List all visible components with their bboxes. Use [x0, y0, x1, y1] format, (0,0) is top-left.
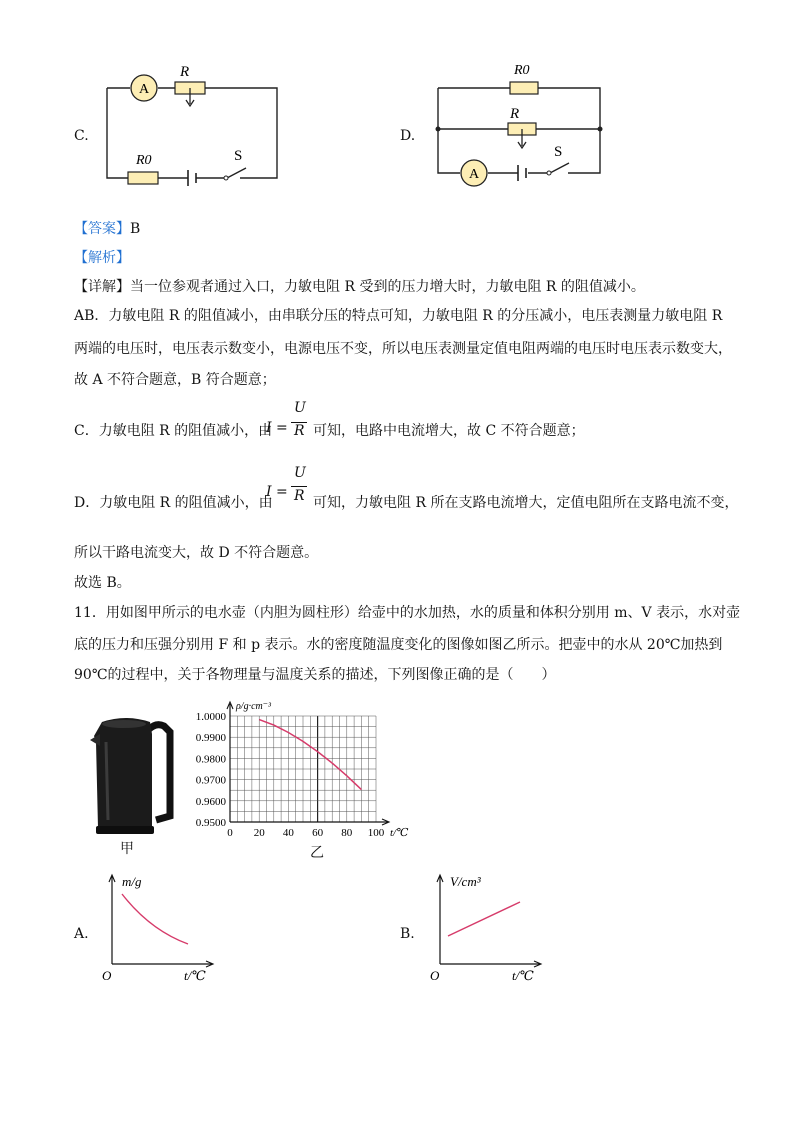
detail-line-1	[74, 278, 645, 296]
option-b-volume-graph	[428, 872, 558, 984]
figure-a-caption: 甲	[120, 841, 134, 857]
ab-line-2: 两端的电压时，电压表示数变小，电源电压不变，所以电压表测量定值电阻两端的电压时电压表示数变大，	[74, 341, 732, 357]
option-a-mass-graph	[100, 872, 230, 984]
origin-label: O	[430, 968, 440, 983]
electric-kettle-image	[86, 712, 186, 837]
formula-lhs: I =	[266, 484, 288, 500]
x-tick-label: 80	[341, 827, 353, 839]
y-axis-label: m/g	[122, 874, 142, 889]
x-tick-label: 100	[367, 827, 385, 839]
resistor-r0-label: R0	[514, 63, 530, 78]
formula-numerator: U	[294, 465, 306, 481]
ammeter-label: A	[468, 167, 480, 182]
ammeter-label: A	[138, 82, 150, 97]
trend-curve	[448, 902, 520, 936]
ab-line-3: 故 A 不符合题意，B 符合题意；	[74, 372, 276, 388]
switch-label: S	[234, 148, 243, 164]
circuit-d-diagram	[430, 60, 610, 190]
battery-icon	[518, 165, 526, 181]
resistor-r0-label: R0	[136, 153, 152, 168]
resistor-r-label: R	[510, 106, 520, 122]
formula-lhs: I =	[266, 420, 288, 436]
analysis-tag: 【解析】	[74, 250, 130, 266]
answer-value: B	[130, 221, 141, 237]
option-b-label: B.	[400, 926, 415, 942]
circuit-c-diagram	[100, 60, 290, 190]
trend-curve	[122, 894, 188, 944]
answer-tag: 【答案】	[74, 221, 130, 237]
q11-line-1: 11．用如图甲所示的电水壶（内胆为圆柱形）给壶中的水加热，水的质量和体积分别用 m、V 表示，水对壶	[74, 605, 741, 621]
y-axis-label: ρ/g·cm⁻³	[236, 701, 272, 712]
option-c-label: C.	[74, 128, 89, 144]
x-tick-label: 0	[227, 827, 233, 839]
switch-label: S	[554, 144, 563, 160]
y-tick-label: 1.0000	[195, 711, 226, 723]
c-line-pre: C．力敏电阻 R 的阻值减小，由	[74, 423, 273, 439]
resistor-r0	[128, 172, 158, 184]
option-d-label: D.	[400, 128, 416, 144]
density-temperature-chart	[186, 696, 426, 846]
x-axis-label: t/℃	[184, 968, 206, 983]
c-line-post: 可知，电路中电流增大，故 C 不符合题意；	[313, 423, 585, 439]
option-a-label: A.	[74, 926, 89, 942]
formula-denominator: R	[294, 488, 305, 504]
y-tick-label: 0.9700	[195, 774, 226, 787]
d-line-pre: D．力敏电阻 R 的阻值减小，由	[74, 495, 273, 511]
y-axis-label: V/cm³	[450, 874, 481, 889]
q11-line-3: 90℃的过程中，关于各物理量与温度关系的描述，下列图像正确的是（ ）	[74, 667, 556, 683]
y-tick-label: 0.9600	[195, 795, 226, 808]
battery-icon	[188, 170, 196, 186]
fraction-bar	[291, 486, 307, 487]
formula-numerator: U	[294, 400, 306, 416]
origin-label: O	[102, 968, 112, 983]
y-tick-label: 0.9500	[195, 817, 226, 829]
x-axis-label: t/℃	[512, 968, 534, 983]
choose-line: 故选 B。	[74, 575, 131, 591]
resistor-r0	[510, 82, 538, 94]
y-tick-label: 0.9900	[195, 732, 226, 745]
x-tick-label: 60	[312, 827, 324, 839]
detail-tag: 【详解】	[74, 279, 130, 295]
d-line-2: 所以干路电流变大，故 D 不符合题意。	[74, 545, 319, 561]
x-axis-label: t/℃	[390, 827, 409, 839]
x-tick-label: 40	[282, 827, 294, 839]
formula-denominator: R	[294, 423, 305, 439]
d-line-post: 可知，力敏电阻 R 所在支路电流增大，定值电阻所在支路电流不变，	[313, 495, 739, 511]
figure-b-caption: 乙	[310, 845, 324, 861]
ab-line-1: AB．力敏电阻 R 的阻值减小，由串联分压的特点可知，力敏电阻 R 的分压减小，电压表测量力敏电阻 R	[74, 308, 723, 324]
resistor-r-label: R	[180, 64, 190, 80]
x-tick-label: 20	[253, 827, 265, 839]
y-tick-label: 0.9800	[195, 753, 226, 766]
q11-line-2: 底的压力和压强分别用 F 和 p 表示。水的密度随温度变化的图像如图乙所示。把壶中的水从 20℃加热到	[74, 637, 723, 653]
answer-line	[74, 220, 140, 238]
detail-text: 当一位参观者通过入口，力敏电阻 R 受到的压力增大时，力敏电阻 R 的阻值减小。	[130, 279, 645, 295]
